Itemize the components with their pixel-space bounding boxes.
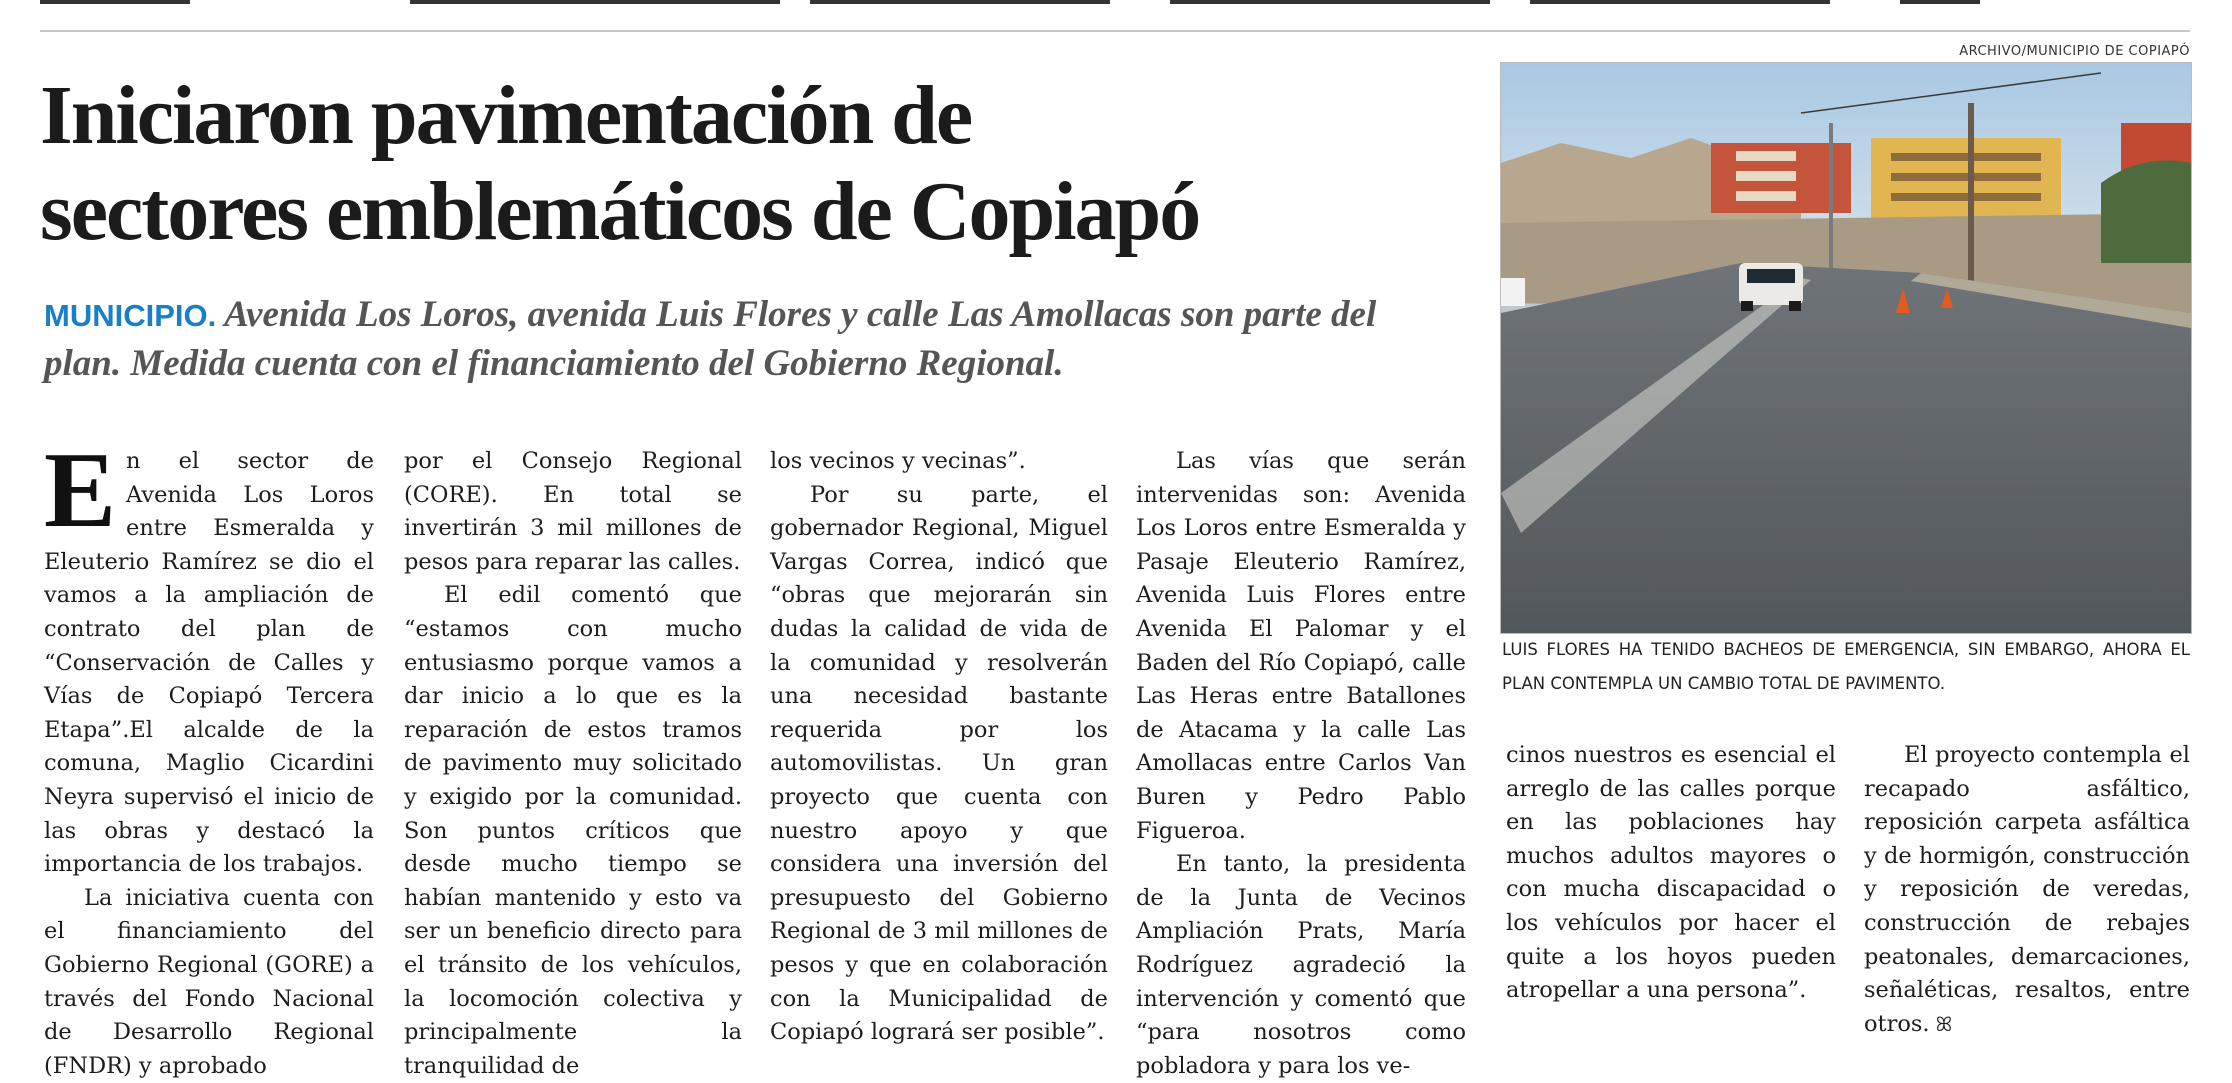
body-column-6 — [1864, 739, 2190, 1037]
deck — [44, 291, 1414, 388]
headline-line-2: sectores emblemáticos de Copiapó — [40, 165, 1200, 258]
drop-cap: E — [44, 431, 117, 550]
paragraph: En tanto, la presidenta de la Junta de Vecinos Ampliación Prats, María Rodríguez agradeció la intervención y comentó que “para nosotros como pobladora y para los ve- — [1136, 851, 1466, 1079]
paragraph: Las vías que serán intervenidas son: Avenida Los Loros entre Esmeralda y Pasaje Eleuterio Ramírez, Avenida Luis Flores entre Avenida El Palomar y el Baden del Río Copiapó, calle Las Heras entre Batallones de Atacama y la calle Las Amollacas entre Carlos Van Buren y Pedro Pablo Figueroa. — [1136, 448, 1466, 844]
paragraph-text: El proyecto contempla el recapado asfáltico, reposición carpeta asfáltica y de hormigón, construcción y reposición de veredas, construcción de rebajes peatonales, demarcaciones, señaléticas, resaltos, entre otros. — [1864, 742, 2190, 1037]
cropped-header-text — [1530, 0, 1830, 4]
paragraph — [1864, 739, 2190, 1041]
cropped-header-text — [1170, 0, 1490, 4]
paragraph: los vecinos y vecinas”. — [770, 448, 1026, 474]
paragraph: cinos nuestros es esencial el arreglo de las calles porque en las poblaciones hay muchos adultos mayores o con mucha discapacidad o los vehículos por hacer el quite a los hoyos pueden atropellar a una persona”. — [1506, 742, 1836, 1004]
body-column-3 — [770, 445, 1108, 1046]
paragraph: El edil comentó que “estamos con mucho entusiasmo porque vamos a dar inicio a lo que es la reparación de estos tramos de pavimento muy solicitado y exigido por la comunidad. Son puntos críticos que desde mucho tiempo se habían mantenido y esto va ser un beneficio directo para el tránsito de los vehículos, la locomoción colectiva y principalmente la tranquilidad de — [404, 582, 742, 1079]
body-column-5 — [1506, 739, 1836, 1029]
headline — [40, 68, 1510, 260]
cropped-header-text — [410, 0, 780, 4]
cropped-header-text — [1900, 0, 1980, 4]
photo-caption: LUIS FLORES HA TENIDO BACHEOS DE EMERGENCIA, SIN EMBARGO, AHORA EL PLAN CONTEMPLA UN CAMBIO TOTAL DE PAVIMENTO. — [1502, 640, 2190, 693]
photo-credit: ARCHIVO/MUNICIPIO DE COPIAPÓ — [1959, 44, 2190, 59]
end-of-article-icon: ꕤ — [1935, 1011, 1953, 1036]
cropped-header-text — [40, 0, 190, 4]
article-photo — [1500, 62, 2192, 634]
paragraph: n el sector de Avenida Los Loros entre Esmeralda y Eleuterio Ramírez se dio el vamos a la ampliación de contrato del plan de “Conservación de Calles y Vías de Copiapó Tercera Etapa”.El alcalde de la comuna, Maglio Cicardini Neyra supervisó el inicio de las obras y destacó la importancia de los trabajos. — [44, 448, 374, 878]
body-column-4 — [1136, 445, 1466, 1079]
paragraph: La iniciativa cuenta con el financiamiento del Gobierno Regional (GORE) a través del Fondo Nacional de Desarrollo Regional (FNDR) y aprobado — [44, 884, 374, 1079]
street-photo-illustration — [1501, 63, 2191, 633]
body-column-1 — [44, 431, 374, 1079]
body-column-2 — [404, 445, 742, 1079]
page-header-rule — [40, 0, 2190, 32]
cropped-header-text — [810, 0, 1110, 4]
headline-line-1: Iniciaron pavimentación de — [40, 69, 972, 162]
paragraph: por el Consejo Regional (CORE). En total se invertirán 3 mil millones de pesos para reparar las calles. — [404, 448, 742, 575]
paragraph: Por su parte, el gobernador Regional, Miguel Vargas Correa, indicó que “obras que mejorarán sin dudas la calidad de vida de la comunidad y resolverán una necesidad bastante requerida por los automovilistas. Un gran proyecto que cuenta con nuestro apoyo y que considera una inversión del presupuesto del Gobierno Regional de 3 mil millones de pesos y que en colaboración con la Municipalidad de Copiapó logrará ser posible”. — [770, 481, 1108, 1046]
section-label: MUNICIPIO. — [44, 298, 217, 333]
deck-text: Avenida Los Loros, avenida Luis Flores y calle Las Amollacas son parte del plan. Medida cuenta con el financiamiento del Gobierno Regional. — [44, 294, 1377, 384]
